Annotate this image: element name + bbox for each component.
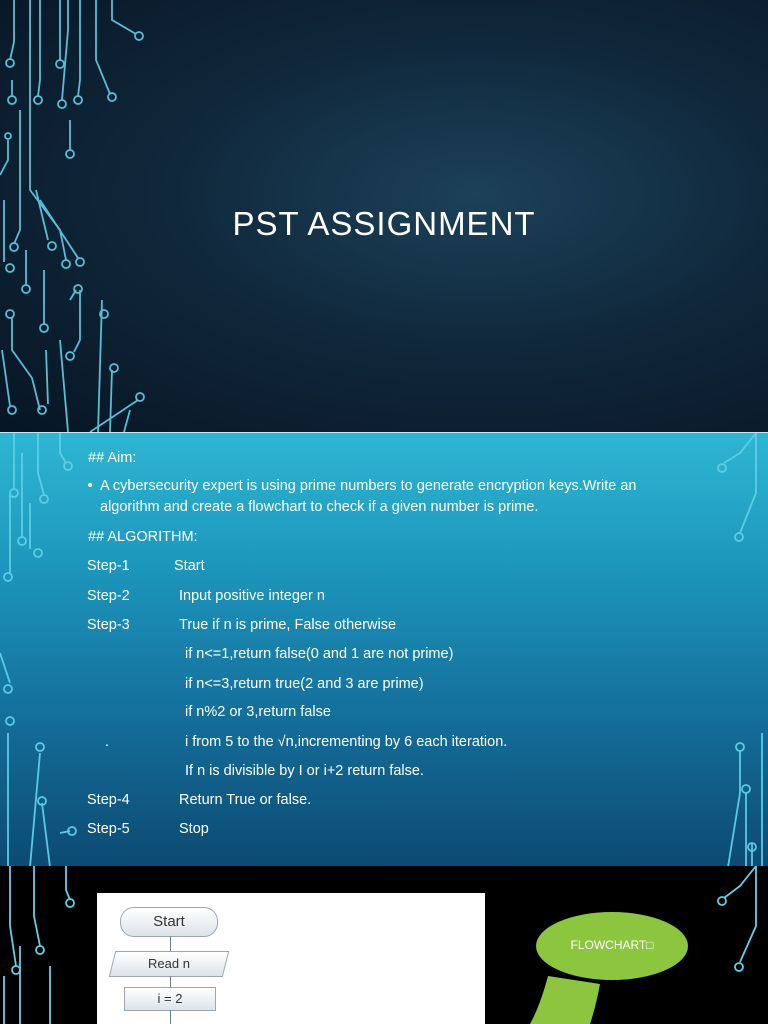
step-label: Step-1 bbox=[87, 558, 130, 574]
algorithm-heading: ## ALGORITHM: bbox=[88, 529, 198, 545]
step-text: If n is divisible by I or i+2 return false. bbox=[185, 763, 424, 779]
step-text: if n%2 or 3,return false bbox=[185, 704, 331, 720]
step-text: if n<=1,return false(0 and 1 are not prime) bbox=[185, 646, 454, 662]
bullet-icon: • bbox=[86, 478, 95, 494]
flowchart-init-node: i = 2 bbox=[124, 987, 216, 1011]
step-text: Start bbox=[174, 558, 205, 574]
step-label: Step-3 bbox=[87, 617, 130, 633]
flowchart-start-node: Start bbox=[120, 907, 218, 937]
step-text: True if n is prime, False otherwise bbox=[179, 617, 397, 633]
flowchart-arrow bbox=[170, 936, 171, 951]
slide-title: PST ASSIGNMENT bbox=[232, 205, 536, 242]
step-text: Return True or false. bbox=[179, 792, 312, 808]
flowchart-read-label: Read n bbox=[148, 956, 190, 971]
flowchart-arrow bbox=[170, 976, 171, 987]
step-text: if n<=3,return true(2 and 3 are prime) bbox=[185, 676, 424, 692]
step-text: i from 5 to the √n,incrementing by 6 each iteration. bbox=[185, 734, 508, 750]
flowchart-callout-label: FLOWCHART□ bbox=[570, 938, 654, 952]
aim-text: A cybersecurity expert is using prime numbers to generate encryption keys.Write an algorithm and create a flowchart to check if a given number is prime. bbox=[100, 478, 637, 515]
title-slide bbox=[0, 0, 768, 432]
aim-heading: ## Aim: bbox=[88, 450, 137, 466]
step-label: Step-5 bbox=[87, 821, 130, 837]
step-label: Step-2 bbox=[87, 588, 130, 604]
step-label: Step-4 bbox=[87, 792, 130, 808]
step-text: Input positive integer n bbox=[179, 588, 325, 604]
step-text: Stop bbox=[179, 821, 209, 837]
step-label: . bbox=[105, 734, 110, 750]
flowchart-read-node bbox=[109, 951, 229, 977]
flowchart-arrow bbox=[170, 1010, 171, 1024]
